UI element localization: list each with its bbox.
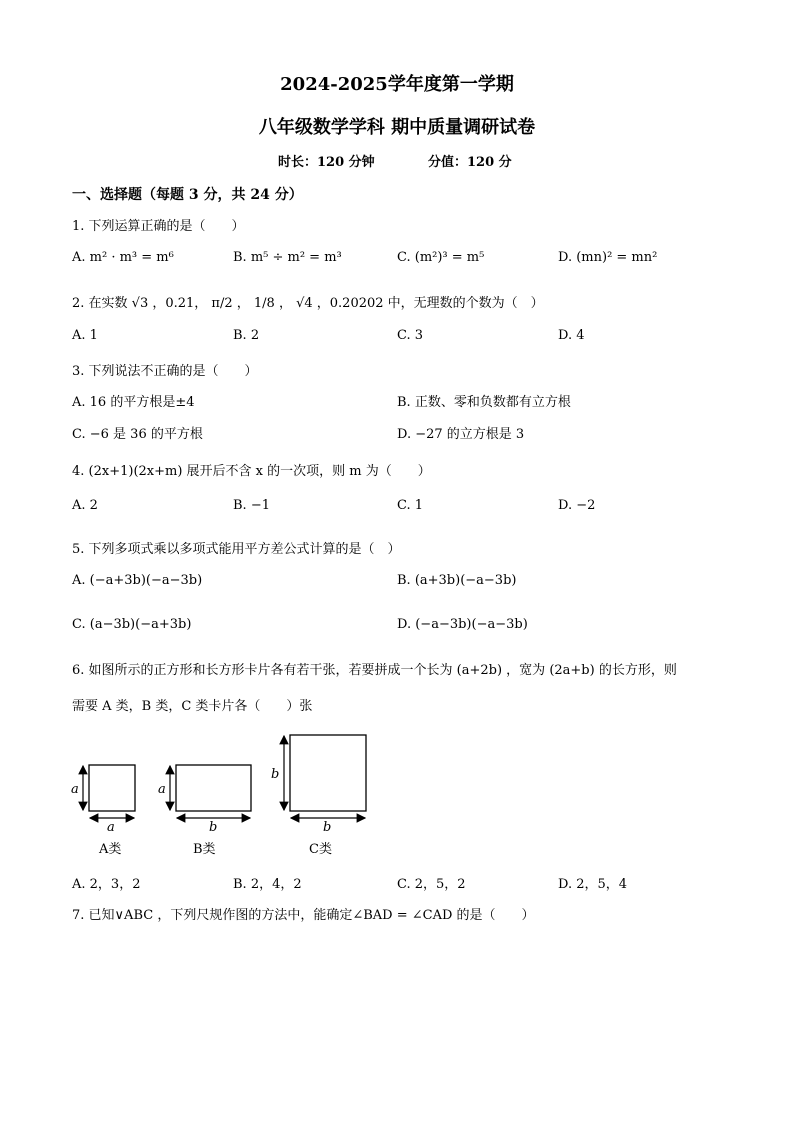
question-5-stem: 5. 下列多项式乘以多项式能用平方差公式计算的是（ ） [72, 542, 401, 557]
card-c [284, 735, 366, 818]
question-5-option-b: B. (a+3b)(−a−3b) [397, 573, 517, 588]
card-figure [65, 730, 385, 860]
question-5-option-c: C. (a−3b)(−a+3b) [72, 617, 192, 632]
section-heading: 一、选择题（每题 3 分，共 24 分） [72, 187, 303, 203]
question-4-option-c: C. 1 [397, 498, 424, 513]
question-1-option-a: A. m² · m³ = m⁶ [72, 250, 174, 265]
card-a-caption: A类 [99, 842, 122, 857]
question-3-option-d: D. −27 的立方根是 3 [397, 427, 525, 442]
question-3-option-c: C. −6 是 36 的平方根 [72, 427, 203, 442]
question-5-option-d: D. (−a−3b)(−a−3b) [397, 617, 528, 632]
card-c-caption: C类 [309, 842, 332, 857]
question-4-option-b: B. −1 [233, 498, 270, 513]
card-b-side-label: a [158, 782, 166, 797]
question-6-option-d: D. 2，5，4 [558, 877, 628, 892]
card-a [83, 765, 135, 818]
exam-subtitle: 八年级数学学科 期中质量调研试卷 [258, 117, 536, 138]
question-1-option-b: B. m⁵ ÷ m² = m³ [233, 250, 342, 265]
question-1-stem: 1. 下列运算正确的是（ ） [72, 219, 245, 234]
card-a-side-label: a [71, 782, 79, 797]
exam-score: 分值：120 分 [428, 155, 512, 170]
question-3-option-b: B. 正数、零和负数都有立方根 [397, 395, 571, 410]
question-4-stem: 4. (2x+1)(2x+m) 展开后不含 x 的一次项，则 m 为（ ） [72, 464, 431, 479]
question-2-option-b: B. 2 [233, 328, 260, 343]
card-a-bottom-label: a [107, 820, 115, 835]
exam-duration: 时长：120 分钟 [278, 155, 375, 170]
card-c-bottom-label: b [323, 820, 332, 835]
question-2-stem: 2. 在实数 √3 ，0.21， π/2 ， 1/8 ， √4 ，0.20202 中，无理数的个数为（ ） [72, 296, 544, 311]
question-6-option-a: A. 2，3，2 [72, 877, 141, 892]
card-c-side-label: b [271, 767, 280, 782]
question-5-option-a: A. (−a+3b)(−a−3b) [72, 573, 203, 588]
card-b-caption: B类 [193, 842, 216, 857]
question-1-option-d: D. (mn)² = mn² [558, 250, 658, 265]
question-2-option-d: D. 4 [558, 328, 585, 343]
question-2-option-c: C. 3 [397, 328, 424, 343]
question-3-option-a: A. 16 的平方根是±4 [72, 395, 195, 410]
question-6-option-c: C. 2，5，2 [397, 877, 466, 892]
exam-title: 2024-2025学年度第一学期 [280, 74, 514, 95]
question-3-stem: 3. 下列说法不正确的是（ ） [72, 364, 258, 379]
question-4-option-a: A. 2 [72, 498, 98, 513]
question-2-option-a: A. 1 [72, 328, 98, 343]
question-6-stem-line2: 需要 A 类，B 类，C 类卡片各（ ）张 [72, 699, 313, 714]
card-b [170, 765, 251, 818]
question-4-option-d: D. −2 [558, 498, 596, 513]
question-6-stem: 6. 如图所示的正方形和长方形卡片各有若干张，若要拼成一个长为 (a+2b) ，宽为 (2a+b) 的长方形，则 [72, 663, 677, 678]
question-6-option-b: B. 2，4，2 [233, 877, 302, 892]
question-7-stem: 7. 已知∨ABC ，下列尺规作图的方法中，能确定∠BAD = ∠CAD 的是（ ） [72, 908, 535, 923]
question-1-option-c: C. (m²)³ = m⁵ [397, 250, 485, 265]
card-b-bottom-label: b [209, 820, 218, 835]
